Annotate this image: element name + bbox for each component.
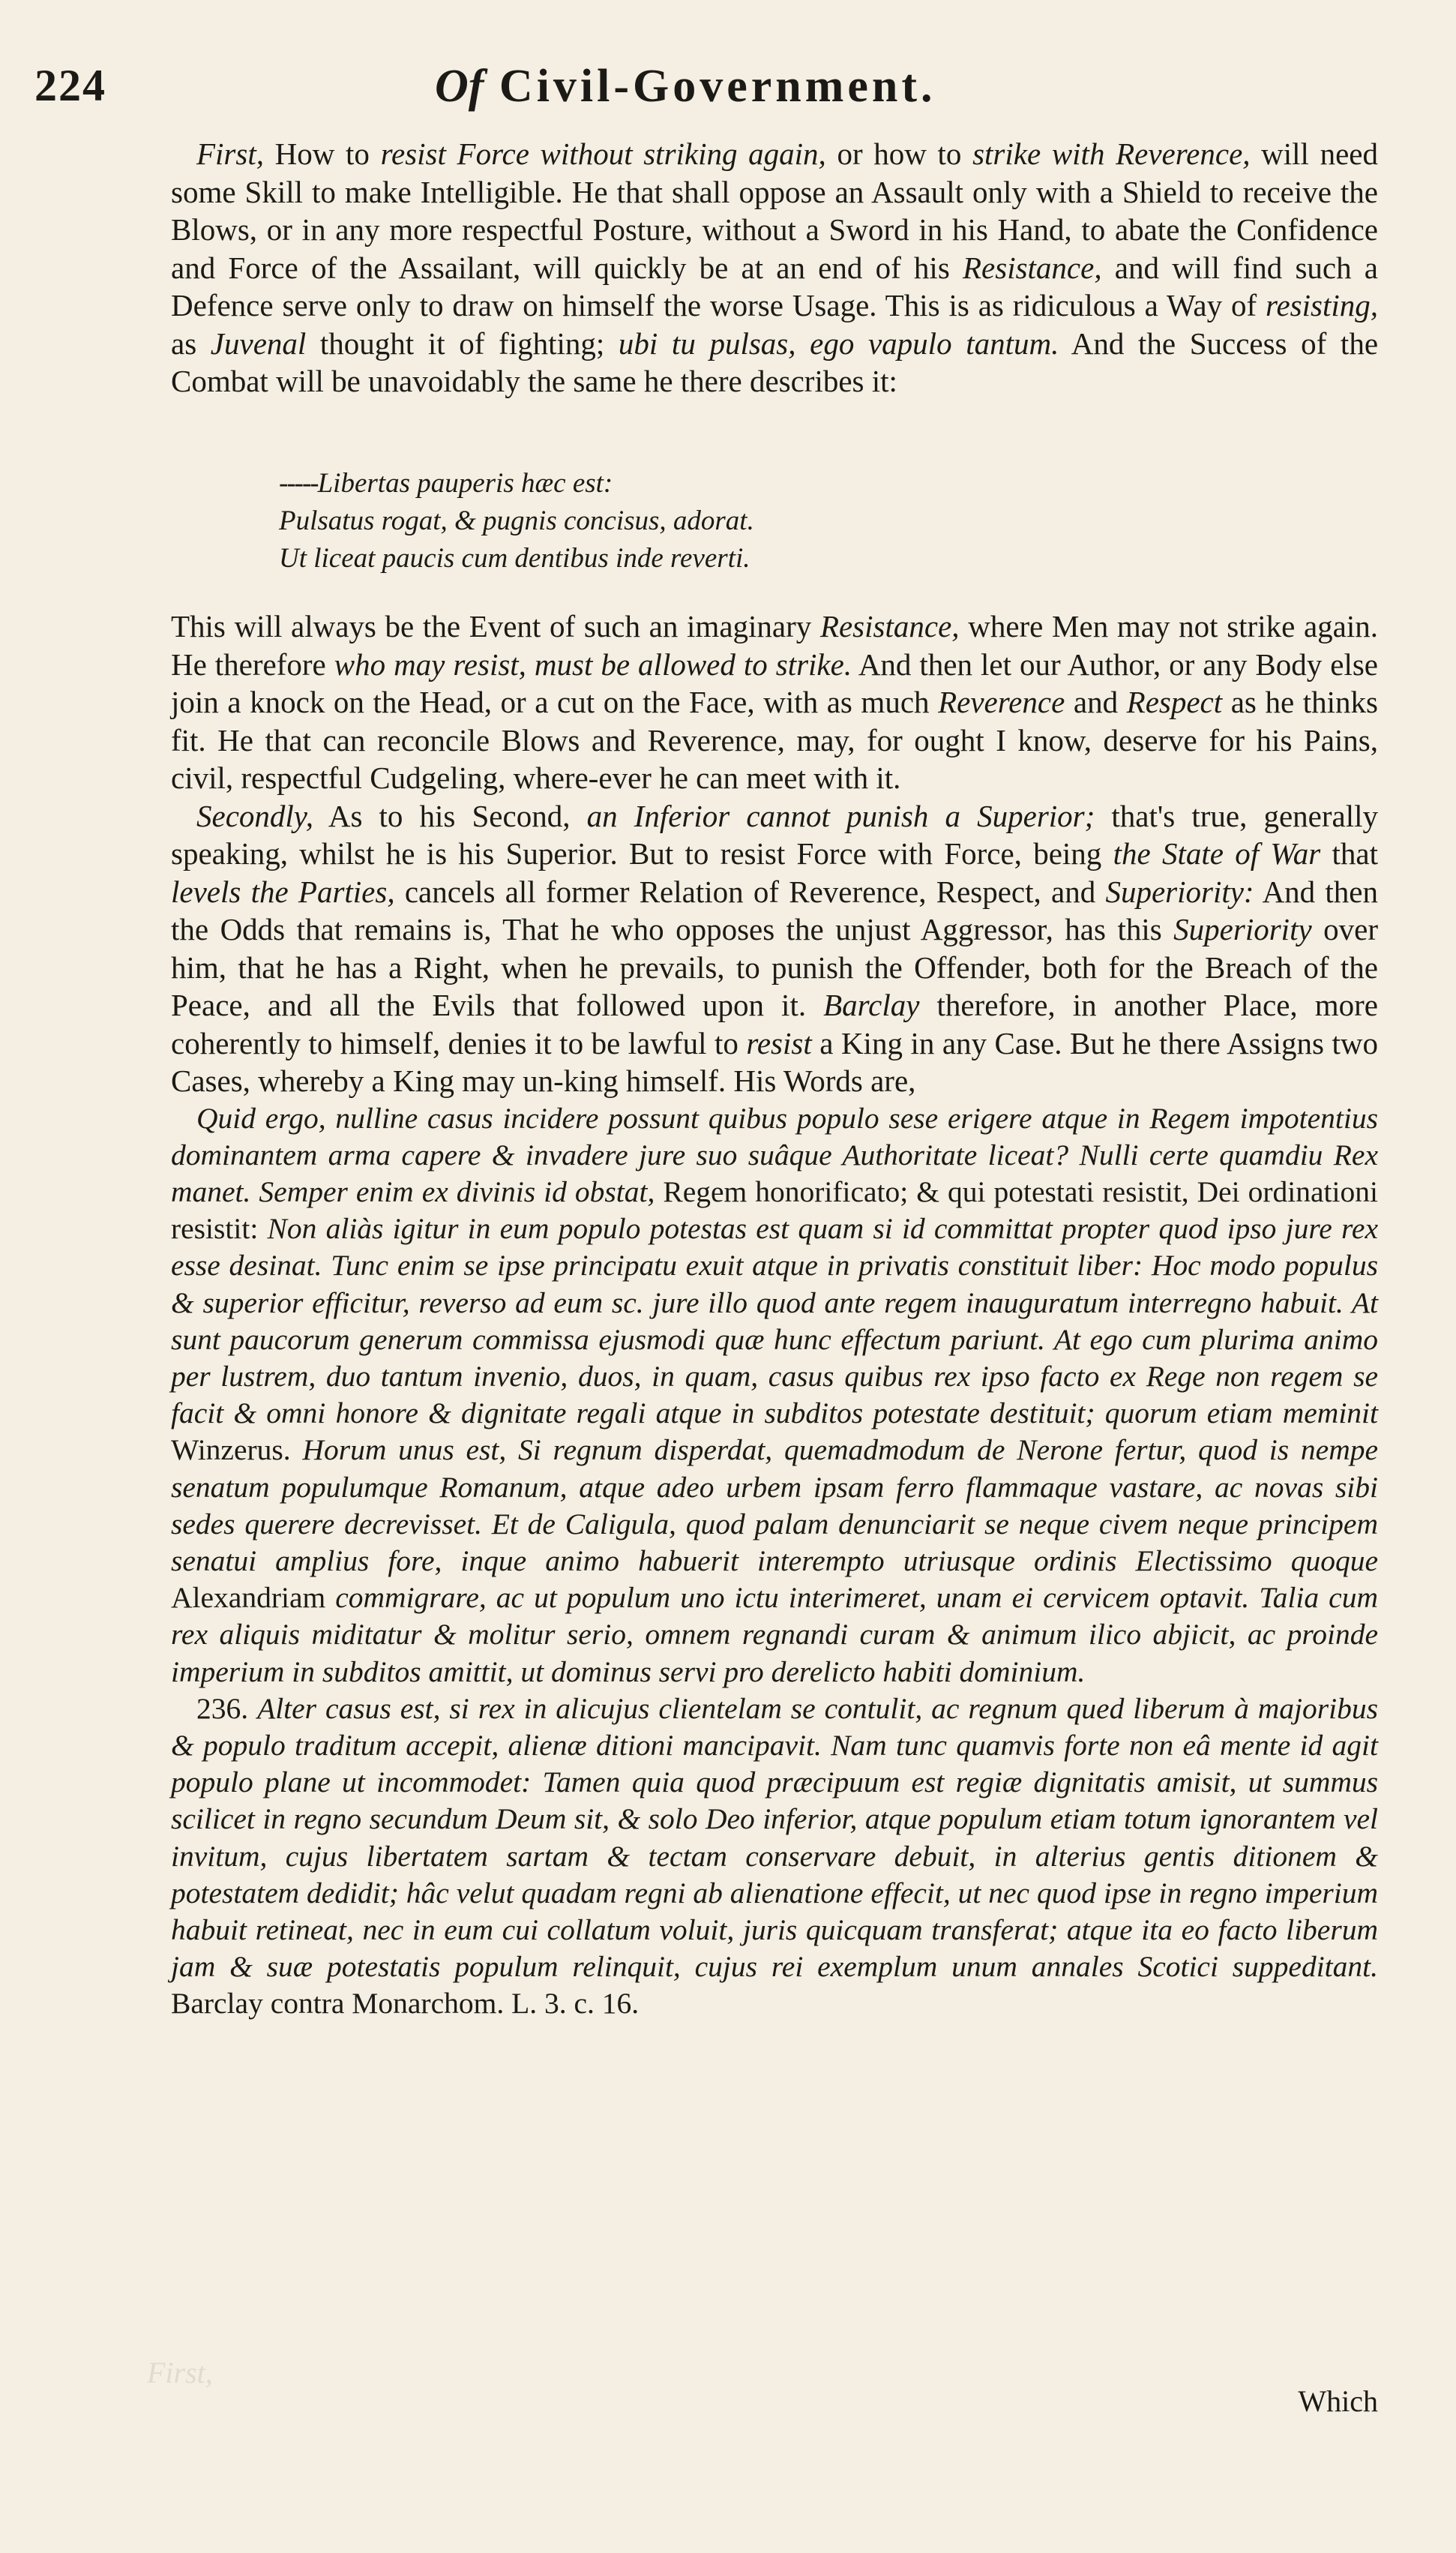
text-run: strike with Reverence, xyxy=(972,136,1251,171)
text-run: resist xyxy=(746,1025,812,1060)
text-run: resist Force without striking again, xyxy=(380,136,826,171)
text-run: cancels all former Relation of Reverence, Respect, and xyxy=(394,874,1106,909)
text-run: Quid ergo, nulline casus incidere possunt quibus populo sese erigere atque in Regem impotentius dominantem arma capere & invadere jure suo suâque Authoritate liceat? Nulli certe quamdiu Rex manet. Semper enim ex divinis id obstat, xyxy=(171,1101,1378,1208)
text-run: or how to xyxy=(825,136,973,171)
text-run: As to his Second, xyxy=(313,798,587,833)
text-run: thought it of fighting; xyxy=(306,326,619,361)
text-run: Respect xyxy=(1126,685,1223,719)
text-run: and will find such a Defence serve only to draw on himself the worse Usage. This is as ridiculous a Way of xyxy=(171,250,1378,322)
verse-quotation xyxy=(279,465,754,578)
text-run: Barclay contra Monarchom. L. 3. c. 16. xyxy=(171,1987,640,2020)
text-run: resisting, xyxy=(1266,288,1378,322)
show-through-text: First, xyxy=(147,2356,213,2390)
text-run: therefore, in another Place, more coherently to himself, denies it to be lawful to xyxy=(171,988,1378,1060)
text-run: levels the Parties, xyxy=(171,874,395,909)
paragraph-event xyxy=(171,608,1378,797)
text-run: Alter casus est, si rex in alicujus clientelam se contulit, ac regnum qued liberum à majoribus & populo traditum accepit, alienæ ditioni mancipavit. Nam tunc quamvis forte non eâ mente id agit populo plane ut incommodet: Tamen quia quod præcipuum est regiæ dignitatis amisit, ut summus scilicet in regno secundum Deum sit, & solo Deo inferior, atque populum etiam totum ignorantem vel invitum, cujus libertatem sartam & tectam conservare debuit, in alterius gentis ditionem & potestatem dedidit; hâc velut quadam regni ab alienatione effecit, ut nec quod ipse in regno imperium habuit retineat, nec in eum cui collatum voluit, juris quicquam transferat; atque ita eo facto liberum jam & suæ potestatis populum relinquit, cujus rei exemplum unum annales Scotici suppeditant. xyxy=(171,1691,1379,1984)
paragraph-236 xyxy=(171,1690,1378,2023)
text-run: Regem honorificato; & qui potestati resistit, Dei ordinationi resistit: xyxy=(171,1174,1378,1246)
text-run: where Men may not strike again. He therefore xyxy=(171,609,1379,682)
text-run: This will always be the Event of such an imaginary xyxy=(171,609,820,644)
paragraph-secondly xyxy=(171,797,1378,1100)
text-run: And the Success of the Combat will be unavoidably the same he there describes it: xyxy=(171,326,1379,398)
text-run: Reverence xyxy=(938,685,1065,719)
text-run: Resistance, xyxy=(819,609,960,644)
text-run: Winzerus. xyxy=(171,1433,303,1467)
text-run: an Inferior cannot punish a Superior; xyxy=(586,798,1095,833)
running-head-title: Civil-Government. xyxy=(499,61,936,112)
text-block-upper xyxy=(171,135,1378,400)
text-run: a King in any Case. But he there Assigns two Cases, whereby a King may un-king himself. His Words are, xyxy=(171,1025,1378,1098)
verse-line-3: Ut liceat paucis cum dentibus inde reverti. xyxy=(279,543,750,574)
paragraph-first xyxy=(171,135,1378,400)
text-run: And then let our Author, or any Body else join a knock on the Head, or a cut on the Face, with as much xyxy=(171,646,1378,719)
text-run: the State of War xyxy=(1113,836,1321,871)
text-run: Horum unus est, Si regnum disperdat, quemadmodum de Nerone fertur, quod is nempe senatum populumque Romanum, atque adeo urbem ipsam ferro flammaque vastare, ac novas sibi sedes querere decrevisset. Et de Caligula, quod palam denunciarit se neque civem neque principem senatui amplius fore, inque animo habuerit interempto utriusque ordinis Electissimo quoque xyxy=(171,1433,1379,1577)
text-run: Barclay xyxy=(823,988,920,1022)
text-run: Superiority xyxy=(1173,912,1312,946)
text-run: as he thinks fit. He that can reconcile Blows and Reverence, may, for ought I know, deserve for his Pains, civil, respectful Cudgeling, where-ever he can meet with it. xyxy=(171,685,1378,795)
catchword: Which xyxy=(1298,2384,1378,2418)
text-run: as xyxy=(171,326,211,361)
text-run: Libertas pauperis hæc est: xyxy=(317,468,613,499)
text-run: over him, that he has a Right, when he prevails, to punish the Offender, both for the Breach of the Peace, and all the Evils that followed upon it. xyxy=(171,912,1378,1022)
text-run: And then the Odds that remains is, That he who opposes the unjust Aggressor, has this xyxy=(171,874,1379,946)
text-run: that xyxy=(1320,836,1378,871)
text-run: Resistance, xyxy=(963,250,1102,285)
running-head-of: Of xyxy=(435,61,484,112)
verse-line-1 xyxy=(279,465,754,502)
text-run: commigrare, ac ut populum uno ictu interimeret, unam ei cervicem optavit. Talia cum rex aliquis miditatur & molitur serio, omnem regnandi curam & animum ilico abjicit, ac proinde imperium in subditos amittit, ut dominus servi pro derelicto habiti dominium. xyxy=(171,1581,1378,1688)
text-run: will need some Skill to make Intelligible. He that shall oppose an Assault only with a Shield to receive the Blows, or in any more respectful Posture, without a Sword in his Hand, to abate the Confidence and Force of the Assailant, will quickly be at an end of his xyxy=(171,136,1378,285)
text-run: ubi tu pulsas, ego vapulo tantum. xyxy=(618,326,1059,361)
page-number: 224 xyxy=(34,61,106,110)
text-run: Juvenal xyxy=(210,326,307,361)
section-number: 236. xyxy=(196,1691,258,1725)
verse-dash: ----- xyxy=(279,468,318,499)
text-run: Non aliàs igitur in eum populo potestas est quam si id committat propter quod ipso jure rex esse desinat. Tunc enim se ipse principatu exuit atque in privatis constituit liber: Hoc modo populus & superior efficitur, reverso ad eum sc. jure illo quod ante regem inauguratum interregno habuit. At sunt paucorum generum commissa ejusmodi quæ hunc effectum pariunt. At ego cum plurima animo per lustrem, duo tantum invenio, duos, in quam, casus quibus rex ipso facto ex Rege non regem se facit & omni honore & dignitate regali atque in subditos potestate destituit; quorum etiam meminit xyxy=(171,1212,1378,1430)
page-header xyxy=(0,60,1456,128)
text-run: First, xyxy=(196,136,264,171)
text-run: that's true, generally speaking, whilst he is his Superior. But to resist Force with Force, being xyxy=(171,798,1378,871)
text-run: Superiority: xyxy=(1105,874,1254,909)
paragraph-latin-quote xyxy=(171,1100,1378,1690)
text-run: Secondly, xyxy=(196,798,313,833)
text-run: and xyxy=(1065,685,1127,719)
text-block-lower xyxy=(171,608,1378,2023)
running-head xyxy=(435,60,936,113)
text-run: How to xyxy=(264,136,381,171)
text-run: Alexandriam xyxy=(171,1581,336,1615)
text-run: who may resist, must be allowed to strike. xyxy=(334,646,852,682)
verse-line-2: Pulsatus rogat, & pugnis concisus, adorat. xyxy=(279,506,754,536)
